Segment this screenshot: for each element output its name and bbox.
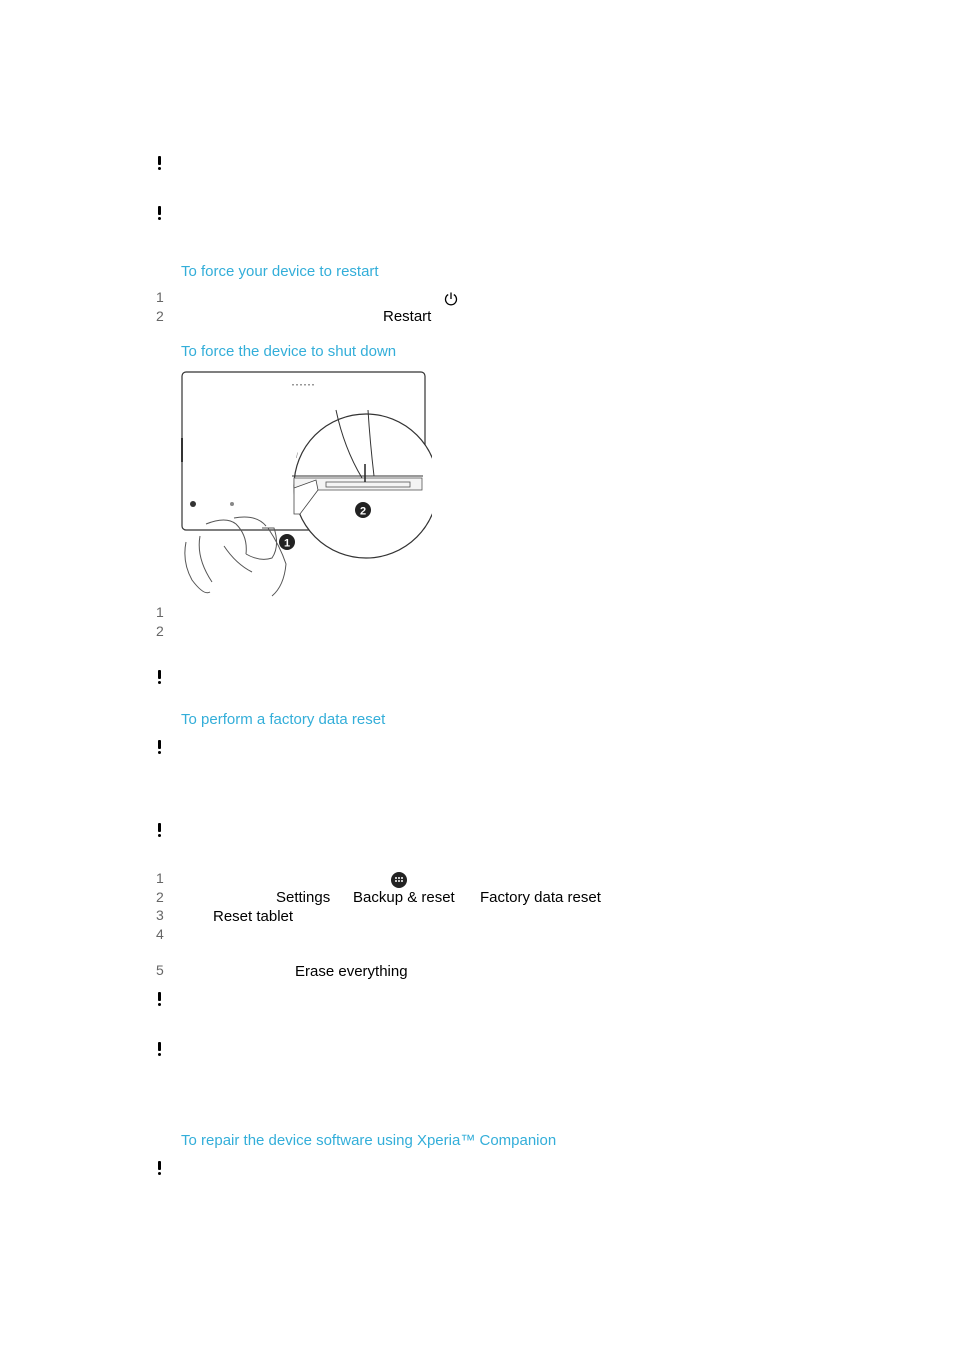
step-number: 2	[156, 889, 164, 905]
step-number: 2	[156, 623, 164, 639]
app-grid-icon	[391, 872, 407, 888]
restart-label: Restart	[383, 308, 432, 325]
step-number: 1	[156, 604, 164, 620]
step-number: 1	[156, 870, 164, 886]
svg-text:/: /	[296, 453, 298, 460]
warning-icon	[156, 155, 164, 171]
step-number: 5	[156, 962, 164, 978]
warning-icon	[156, 205, 164, 221]
step-number: 3	[156, 907, 164, 923]
heading-force-shutdown: To force the device to shut down	[181, 343, 397, 360]
warning-icon	[156, 1160, 164, 1176]
factory-data-reset-label: Factory data reset	[480, 889, 601, 906]
callout-1: 1	[283, 537, 291, 550]
reset-tablet-label: Reset tablet	[213, 908, 294, 925]
step-number: 2	[156, 308, 164, 324]
warning-icon	[156, 822, 164, 838]
warning-icon	[156, 991, 164, 1007]
shutdown-illustration	[176, 368, 432, 600]
warning-icon	[156, 739, 164, 755]
settings-label: Settings	[276, 889, 331, 906]
heading-factory-reset: To perform a factory data reset	[181, 711, 386, 728]
heading-force-restart: To force your device to restart	[181, 263, 379, 280]
warning-icon	[156, 1041, 164, 1057]
heading-repair-software: To repair the device software using Xperia™ Companion	[181, 1132, 557, 1149]
callout-2: 2	[359, 505, 367, 518]
warning-icon	[156, 669, 164, 685]
backup-reset-label: Backup & reset	[353, 889, 455, 906]
step-number: 1	[156, 289, 164, 305]
step-number: 4	[156, 926, 164, 942]
erase-everything-label: Erase everything	[295, 963, 408, 980]
power-icon	[443, 291, 459, 307]
